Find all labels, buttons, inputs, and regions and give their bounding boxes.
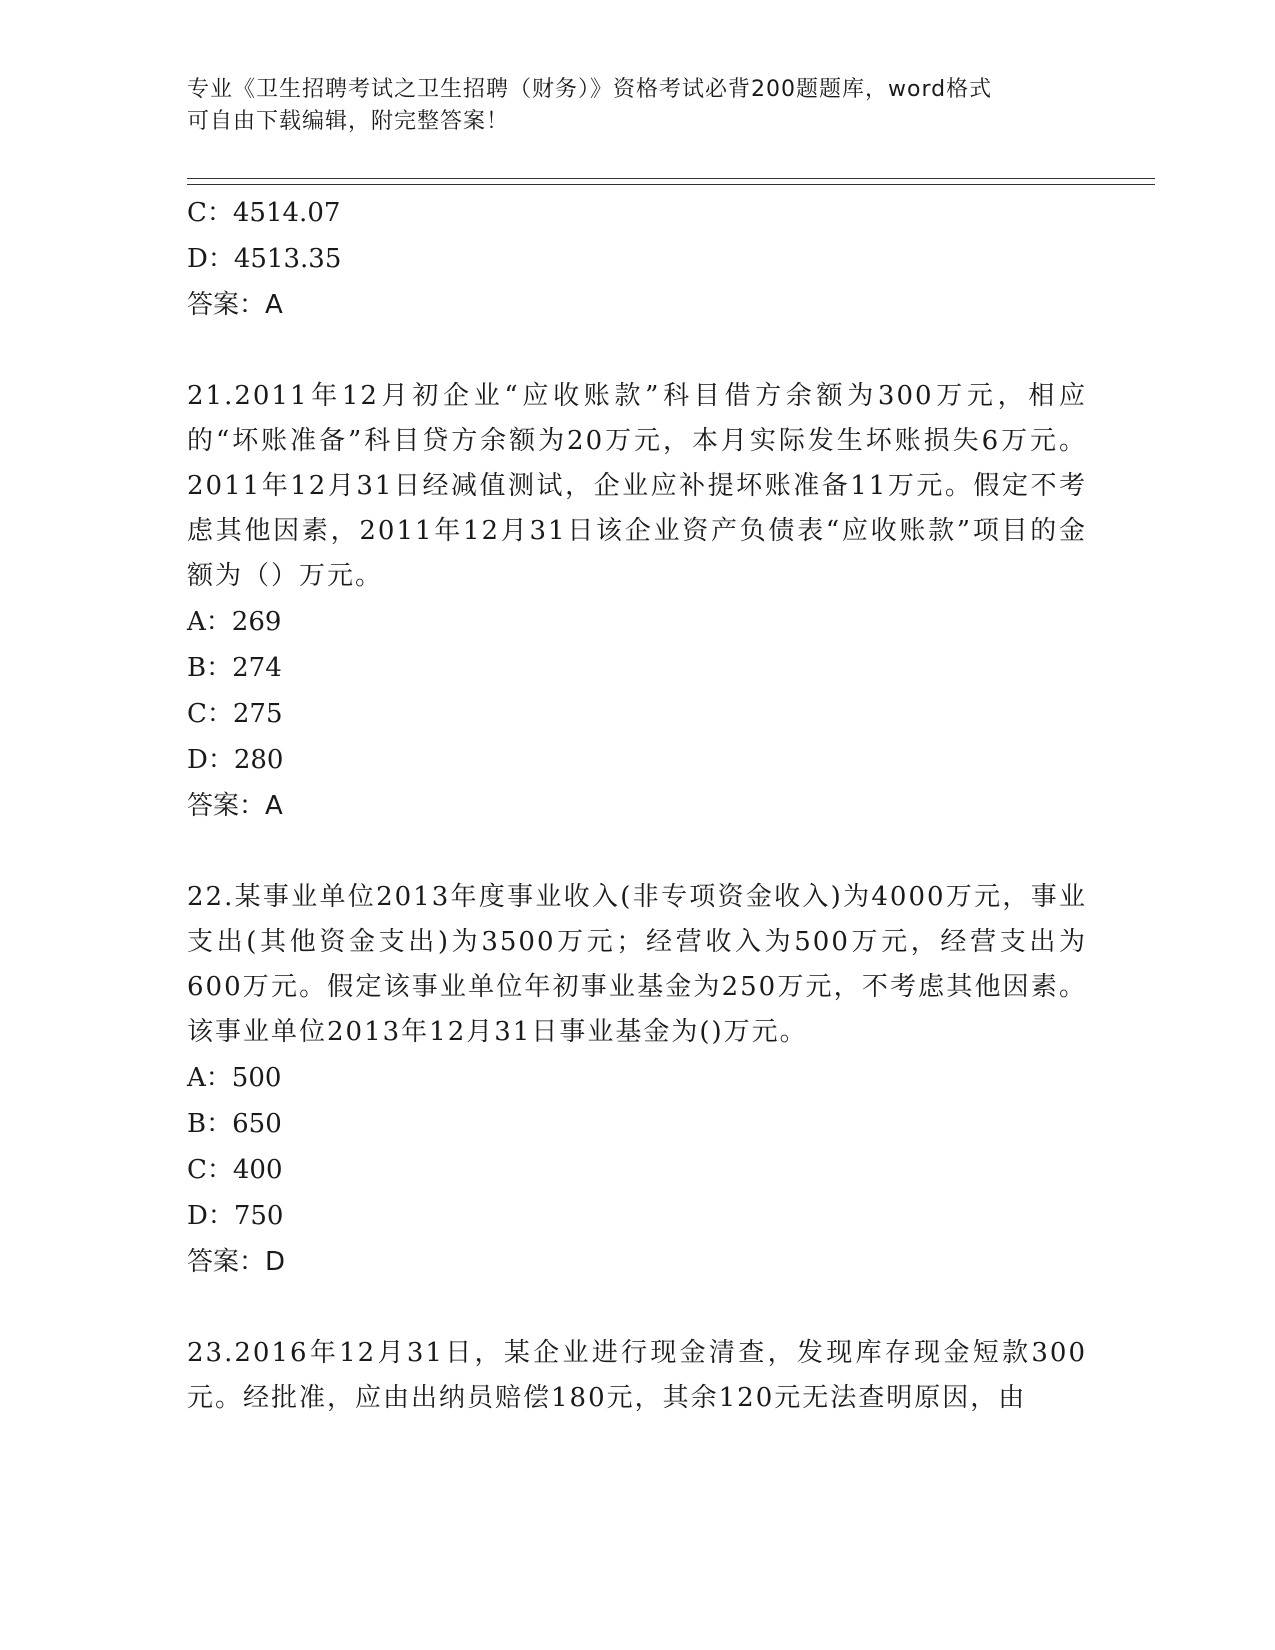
question-text: 21.2011年12月初企业“应收账款”科目借方余额为300万元，相应的“坏账准备”科目贷方余额为20万元，本月实际发生坏账损失6万元。2011年12月31日经减值测试，企业应补提坏账准备11万元。假定不考虑其他因素，2011年12月31日该企业资产负债表“应收账款”项目的金额为（）万元。 bbox=[187, 381, 1087, 591]
question-text: 23.2016年12月31日，某企业进行现金清查，发现库存现金短款300元。经批准，应由出纳员赔偿180元，其余120元无法查明原因，由 bbox=[187, 1338, 1087, 1413]
document-body bbox=[187, 190, 1087, 1421]
option-c: C：275 bbox=[187, 699, 283, 729]
header-line-1: 专业《卫生招聘考试之卫生招聘（财务）》资格考试必背200题题库，word格式 bbox=[187, 77, 993, 102]
answer-line: 答案：A bbox=[187, 290, 283, 320]
option-b: B：274 bbox=[187, 653, 282, 683]
question-23 bbox=[187, 1331, 1087, 1421]
option-d: D：280 bbox=[187, 745, 284, 775]
option-d: D：4513.35 bbox=[187, 244, 342, 274]
option-a: A：269 bbox=[187, 607, 282, 637]
previous-question-tail bbox=[187, 190, 1087, 328]
question-21 bbox=[187, 374, 1087, 829]
answer-line: 答案：A bbox=[187, 791, 283, 821]
option-d: D：750 bbox=[187, 1201, 284, 1231]
option-c: C：4514.07 bbox=[187, 198, 341, 228]
question-text: 22.某事业单位2013年度事业收入(非专项资金收入)为4000万元，事业支出(其他资金支出)为3500万元；经营收入为500万元，经营支出为600万元。假定该事业单位年初事业基金为250万元，不考虑其他因素。该事业单位2013年12月31日事业基金为()万元。 bbox=[187, 882, 1087, 1047]
option-a: A：500 bbox=[187, 1063, 282, 1093]
page-header bbox=[187, 74, 1087, 138]
option-b: B：650 bbox=[187, 1109, 282, 1139]
question-22 bbox=[187, 875, 1087, 1285]
header-line-2: 可自由下载编辑，附完整答案！ bbox=[187, 109, 510, 134]
answer-line: 答案：D bbox=[187, 1247, 286, 1277]
header-divider bbox=[187, 178, 1155, 185]
option-c: C：400 bbox=[187, 1155, 283, 1185]
